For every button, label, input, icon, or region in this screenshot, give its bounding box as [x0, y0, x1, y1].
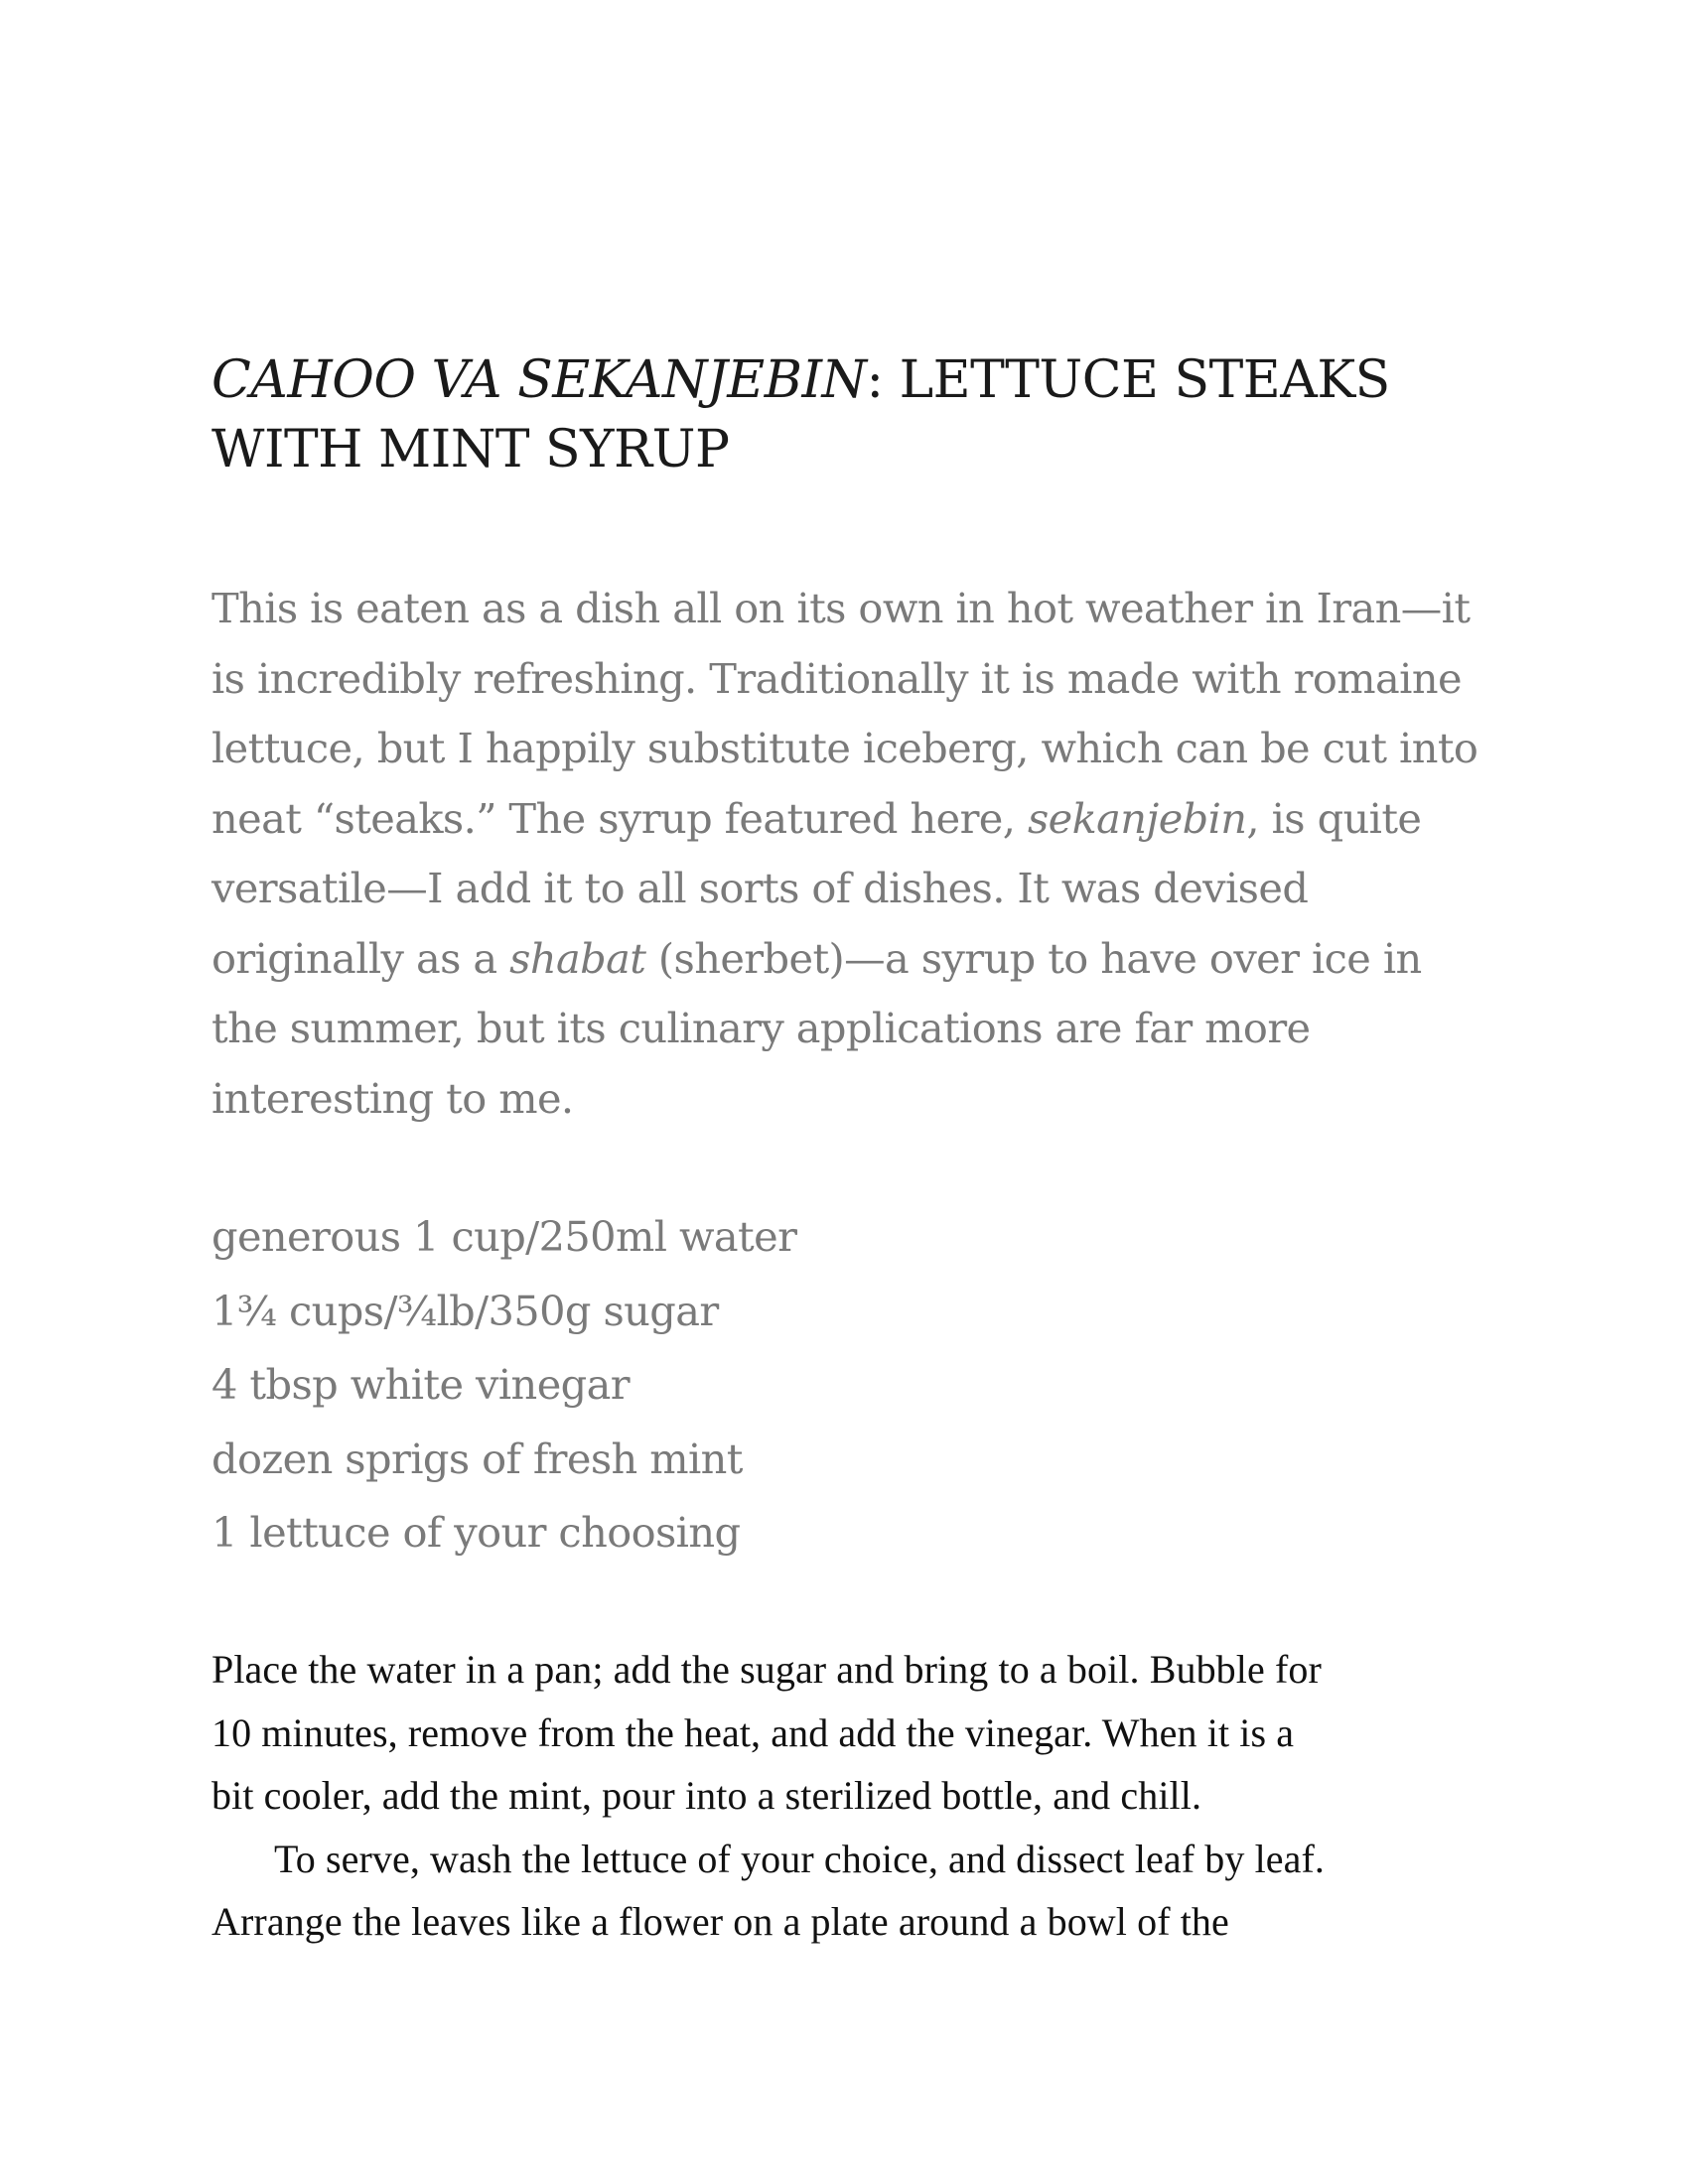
ingredient-item: 1 lettuce of your choosing [211, 1508, 741, 1557]
title-italic-name: CAHOO VA SEKANJEBIN [211, 350, 867, 410]
method-paragraph [211, 1828, 1502, 1954]
title-line-1 [211, 345, 1502, 415]
title-line-2: WITH MINT SYRUP [211, 420, 730, 479]
intro-line: This is eaten as a dish all on its own in hot weather in Iran—it [211, 584, 1471, 632]
method-paragraph [211, 1638, 1502, 1828]
title-subtitle: : LETTUCE STEAKS [866, 350, 1390, 410]
method-line: 10 minutes, remove from the heat, and add the vinegar. When it is a [211, 1709, 1295, 1755]
intro-italic-term: sekanjebin [1027, 793, 1247, 843]
intro-text: neat “steaks.” The syrup featured here, [211, 793, 1028, 843]
intro-line [211, 924, 1502, 995]
intro-line: the summer, but its culinary applications are far more [211, 1004, 1311, 1052]
intro-line: interesting to me. [211, 1073, 574, 1123]
method-line: Place the water in a pan; add the sugar and bring to a boil. Bubble for [211, 1647, 1322, 1692]
intro-line: lettuce, but I happily substitute iceberg, which can be cut into [211, 724, 1478, 772]
intro-text: originally as a [211, 933, 510, 983]
recipe-intro [211, 574, 1502, 1134]
ingredient-item: 4 tbsp white vinegar [211, 1360, 630, 1409]
intro-italic-term: shabat [509, 933, 646, 983]
intro-text: , is quite [1246, 793, 1422, 843]
intro-line: is incredibly refreshing. Traditionally it is made with romaine [211, 653, 1462, 703]
ingredient-item: dozen sprigs of fresh mint [211, 1433, 743, 1483]
method-line: Arrange the leaves like a flower on a plate around a bowl of the [211, 1899, 1229, 1944]
intro-line: versatile—I add it to all sorts of dishes. It was devised [211, 864, 1309, 912]
intro-line [211, 784, 1502, 855]
ingredient-item: generous 1 cup/250ml water [211, 1212, 797, 1261]
recipe-title [211, 345, 1502, 484]
intro-text: (sherbet)—a syrup to have over ice in [645, 933, 1422, 983]
ingredient-item: 1¾ cups/¾lb/350g sugar [211, 1286, 719, 1335]
method-line: To serve, wash the lettuce of your choice, and dissect leaf by leaf. [274, 1836, 1326, 1881]
recipe-method [211, 1638, 1502, 1954]
ingredient-list [211, 1200, 1502, 1570]
method-line: bit cooler, add the mint, pour into a sterilized bottle, and chill. [211, 1773, 1202, 1818]
